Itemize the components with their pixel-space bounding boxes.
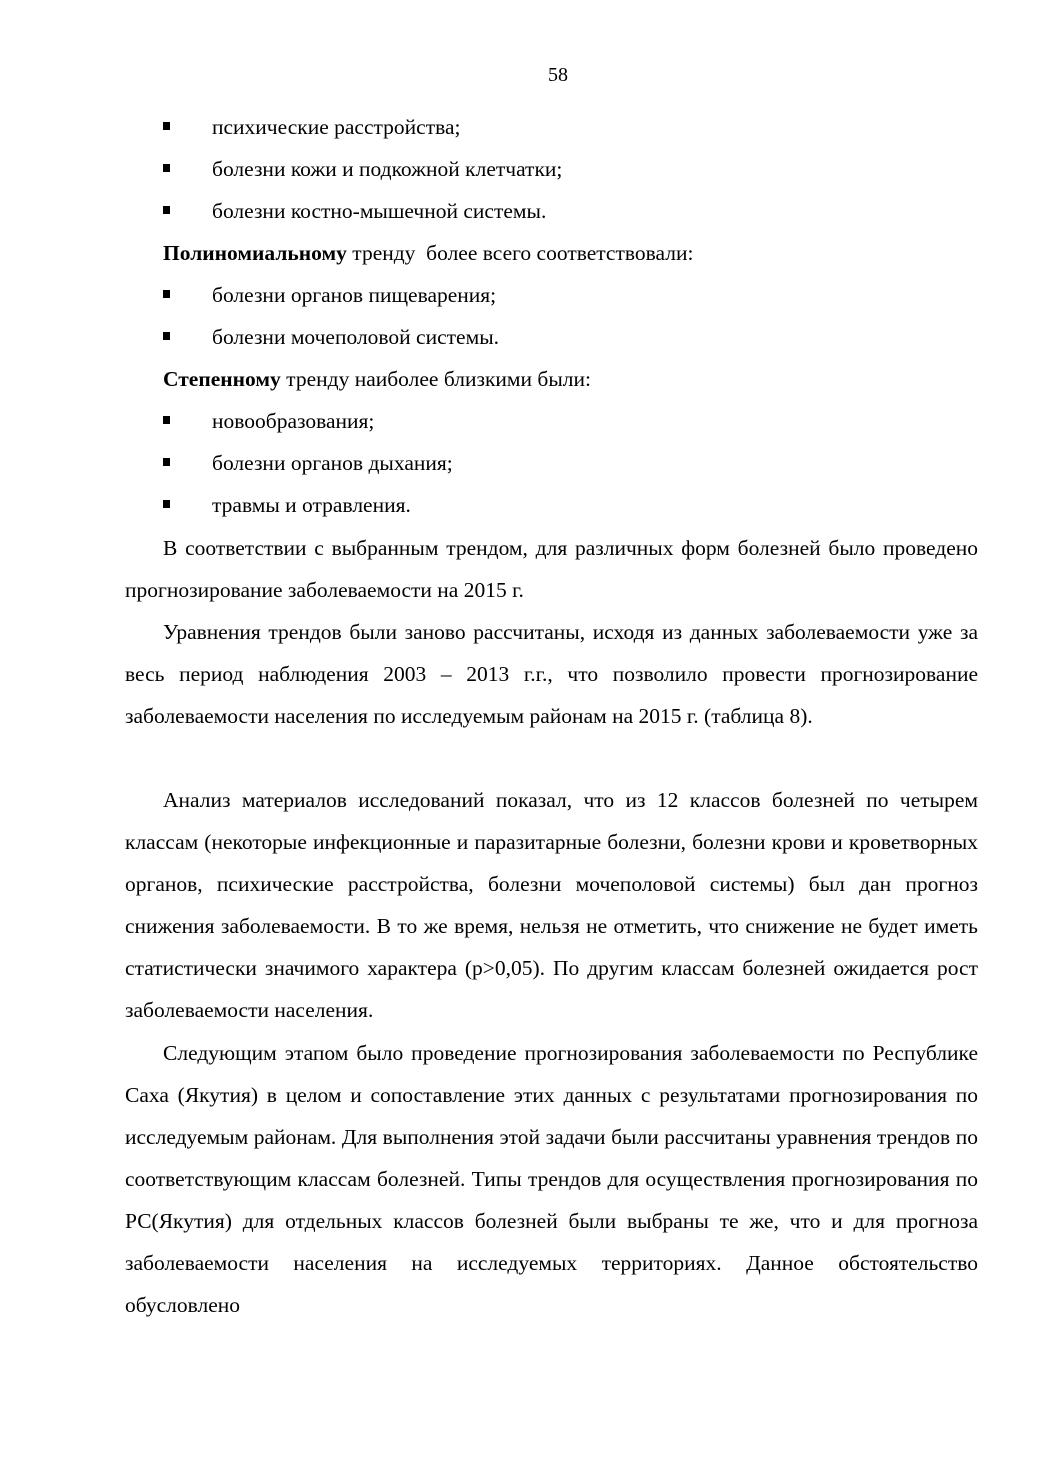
paragraph: Уравнения трендов были заново рассчитаны, исходя из данных заболеваемости уже за весь период наблюдения 2003 – 2013 г.г., что позволило провести прогнозирование заболеваемости населения по исследуемым районам на 2015 г. (таблица 8). [125,620,978,728]
bullet-square-icon [163,458,170,466]
list-item-text: новообразования; [212,409,375,433]
paragraph: Анализ материалов исследований показал, что из 12 классов болезней по четырем классам (некоторые инфекционные и паразитарные болезни, болезни крови и кроветворных органов, психические расстройства, болезни мочеполовой системы) был дан прогноз снижения заболеваемости. В то же время, нельзя не отметить, что снижение не будет иметь статистически значимого характера (р>0,05). По другим классам болезней ожидается рост заболеваемости населения. [125,788,978,1022]
list-item-text: болезни мочеполовой системы. [212,325,500,349]
bullet-square-icon [163,332,170,340]
polynomial-trend-heading [163,238,693,268]
list-item-text: болезни органов пищеварения; [212,283,497,307]
list-item-text: болезни костно-мышечной системы. [212,199,547,223]
heading-rest: тренду более всего соответствовали: [346,241,694,265]
page-number: 58 [548,64,568,86]
bullet-square-icon [163,500,170,508]
bullet-square-icon [163,416,170,424]
heading-bold-term: Полиномиальному [163,241,347,265]
paragraph: Следующим этапом было проведение прогнозирования заболеваемости по Республике Саха (Якутия) в целом и сопоставление этих данных с результатами прогнозирования по исследуемым районам. Для выполнения этой задачи были рассчитаны уравнения трендов по соответствующим классам болезней. Типы трендов для осуществления прогнозирования по РС(Якутия) для отдельных классов болезней были выбраны те же, что и для прогноза заболеваемости населения на исследуемых территориях. Данное обстоятельство обусловлено [125,1041,978,1317]
list-item-text: болезни кожи и подкожной клетчатки; [212,157,563,181]
bullet-square-icon [163,164,170,172]
list-item-text: психические расстройства; [212,115,461,139]
bullet-square-icon [163,206,170,214]
list-item-text: болезни органов дыхания; [212,451,453,475]
heading-rest: тренду наиболее близкими были: [280,367,592,391]
bullet-square-icon [163,290,170,298]
power-trend-heading [163,364,591,394]
bullet-square-icon [163,122,170,130]
heading-bold-term: Степенному [163,367,281,391]
list-item-text: травмы и отравления. [212,493,411,517]
paragraph: В соответствии с выбранным трендом, для различных форм болезней было проведено прогнозирование заболеваемости на 2015 г. [125,536,978,602]
